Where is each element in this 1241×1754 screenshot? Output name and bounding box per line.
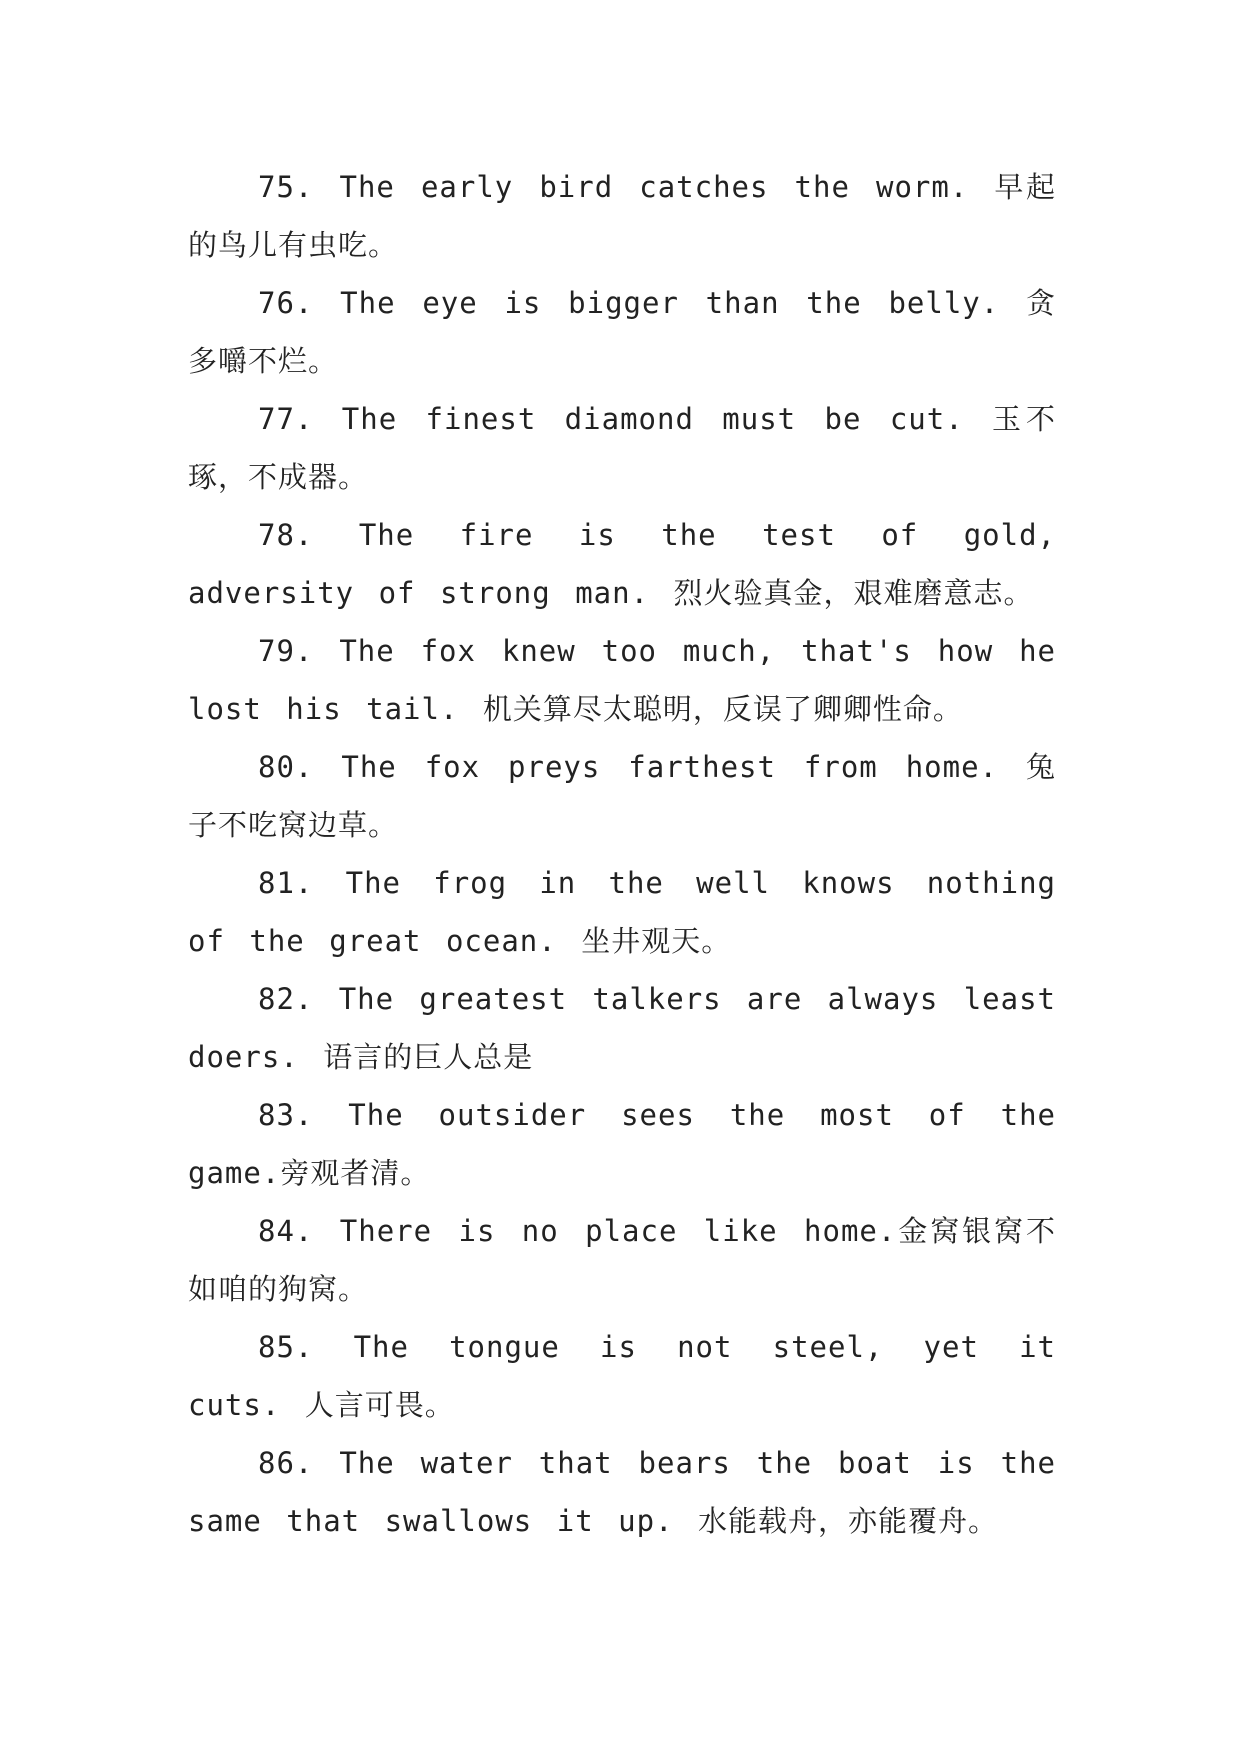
entry-english: The fire is the test of gold, adversity of strong man.	[188, 518, 1056, 610]
entry-chinese: 金窝银窝不如咱的狗窝。	[188, 1214, 1056, 1306]
entry-chinese: 贪多嚼不烂。	[188, 286, 1056, 378]
entry-chinese: 兔子不吃窝边草。	[188, 750, 1056, 842]
entry-english: The early bird catches the worm.	[339, 170, 969, 204]
proverb-entry-86	[188, 1434, 1056, 1550]
proverb-entry-75	[188, 158, 1056, 274]
entry-english: The outsider sees the most of the game.	[188, 1098, 1056, 1190]
entry-english: There is no place like home.	[339, 1214, 897, 1248]
entry-number: 77.	[258, 402, 314, 436]
entry-english: The eye is bigger than the belly.	[340, 286, 1000, 320]
proverb-entry-80	[188, 738, 1056, 854]
proverb-entry-79	[188, 622, 1056, 738]
entry-english: The water that bears the boat is the same that swallows it up.	[188, 1446, 1056, 1538]
entry-number: 83.	[258, 1098, 314, 1132]
entry-english: The finest diamond must be cut.	[341, 402, 964, 436]
entry-chinese: 语言的巨人总是	[323, 1040, 534, 1074]
proverb-entry-84	[188, 1202, 1056, 1318]
entry-english: The tongue is not steel, yet it cuts.	[188, 1330, 1056, 1422]
proverb-entry-83	[188, 1086, 1056, 1202]
entry-number: 81.	[258, 866, 314, 900]
entry-english: The fox preys farthest from home.	[341, 750, 999, 784]
proverb-entry-76	[188, 274, 1056, 390]
entry-english: The fox knew too much, that's how he lost his tail.	[188, 634, 1056, 726]
proverb-entry-85	[188, 1318, 1056, 1434]
entry-number: 82.	[258, 982, 314, 1016]
entry-chinese: 机关算尽太聪明，反误了卿卿性命。	[482, 692, 963, 726]
entry-chinese: 旁观者清。	[280, 1156, 431, 1190]
entry-english: The frog in the well knows nothing of the great ocean.	[188, 866, 1056, 958]
proverb-list	[188, 158, 1056, 1550]
entry-chinese: 坐井观天。	[581, 924, 732, 958]
entry-number: 79.	[258, 634, 314, 668]
entry-english: The greatest talkers are always least doers.	[188, 982, 1056, 1074]
entry-chinese: 玉不琢，不成器。	[188, 402, 1056, 494]
entry-chinese: 水能载舟，亦能覆舟。	[697, 1504, 998, 1538]
proverb-entry-82	[188, 970, 1056, 1086]
entry-number: 85.	[258, 1330, 314, 1364]
entry-number: 78.	[258, 518, 314, 552]
proverb-entry-81	[188, 854, 1056, 970]
entry-chinese: 早起的鸟儿有虫吃。	[188, 170, 1057, 262]
entry-number: 86.	[258, 1446, 314, 1480]
entry-number: 76.	[258, 286, 314, 320]
entry-number: 75.	[258, 170, 314, 204]
entry-chinese: 烈火验真金，艰难磨意志。	[673, 576, 1034, 610]
entry-chinese: 人言可畏。	[304, 1388, 455, 1422]
entry-number: 84.	[258, 1214, 314, 1248]
proverb-entry-78	[188, 506, 1056, 622]
entry-number: 80.	[258, 750, 314, 784]
proverb-entry-77	[188, 390, 1056, 506]
